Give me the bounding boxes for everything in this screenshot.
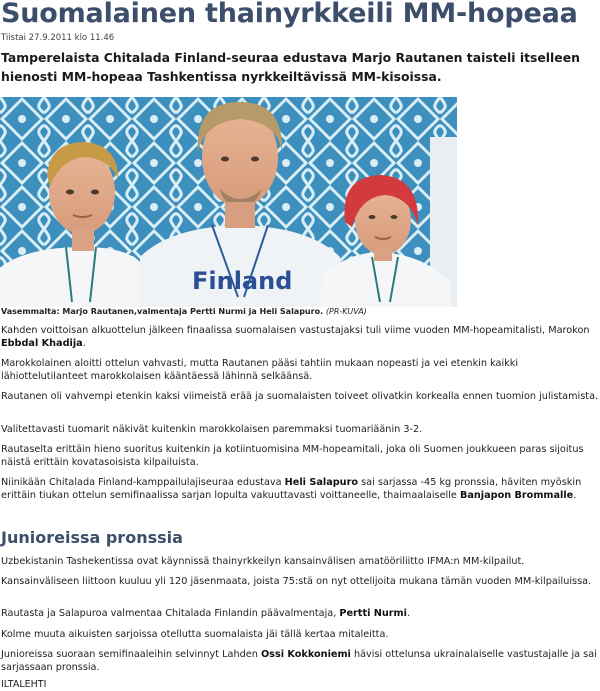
paragraph-1: Kahden voittoisan alkuottelun jälkeen finaalissa suomalaisen vastustajaksi tuli viime vuoden MM-hopeamitalisti, Marokon Ebbdal Khadija. — [1, 325, 590, 350]
paragraph-2: Marokkolainen aloitti ottelun vahvasti, mutta Rautanen pääsi tahtiin mukaan nopeasti ja vei etenkin kaikki lähiottelutilanteet marokkolaisen kääntäessä lähinnä selkäänsä. — [1, 358, 519, 383]
paragraph-9: Rautasta ja Salapuroa valmentaa Chitalada Finlandin päävalmentaja, Pertti Nurmi. — [1, 608, 411, 619]
paragraph-8: Kansainväliseen liittoon kuuluu yli 120 jäsenmaata, joista 75:stä on nyt ottelijoita mukana tämän vuoden MM-kilpailuissa. — [1, 576, 592, 587]
article-title: Suomalainen thainyrkkeili MM-hopeaa — [1, 0, 578, 29]
paragraph-6: Niinikään Chitalada Finland-kamppailulajiseuraa edustava Heli Salapuro sai sarjassa -45 kg pronssia, häviten myöskin erittäin tiukan ottelun semifinaalissa sarjan lopulta vakuuttavasti voittaneelle, thaimaalaiselle Banjapon Brommalle. — [1, 477, 582, 502]
photo-caption — [1, 307, 591, 316]
article-source: ILTALEHTI — [1, 679, 47, 690]
paragraph-4: Valitettavasti tuomarit näkivät kuitenkin marokkolaisen paremmaksi tuomariäänin 3-2. — [1, 424, 423, 435]
article-photo — [0, 97, 457, 307]
paragraph-10: Kolme muuta aikuisten sarjoissa otellutta suomalaista jäi tällä kertaa mitaleitta. — [1, 629, 389, 640]
article-dateline: Tiistai 27.9.2011 klo 11.46 — [1, 33, 115, 43]
paragraph-3: Rautanen oli vahvempi etenkin kaksi viimeistä erää ja suomalaisten toiveet olivatkin korkealla ennen tuomion julistamista. — [1, 391, 599, 402]
photo-credit: (PR-KUVA) — [325, 307, 367, 316]
finland-shirt-text: Finland — [192, 267, 293, 295]
subheading: Junioreissa pronssia — [1, 528, 183, 547]
paragraph-5: Rautaselta erittäin hieno suoritus kuitenkin ja kotiintuomisina MM-hopeamitali, joka oli Suomen joukkueen paras sijoitus näistä erittäin kovatasoisista kilpailuista. — [1, 444, 584, 469]
paragraph-11: Junioreissa suoraan semifinaaleihin selvinnyt Lahden Ossi Kokkoniemi hävisi ottelunsa ukrainalaiselle vastustajalle ja sai sarjassaan pronssia. — [1, 649, 597, 674]
article-lead: Tamperelaista Chitalada Finland-seuraa edustava Marjo Rautanen taisteli itselleen hienosti MM-hopeaa Tashkentissa nyrkkeiltävissä MM-kisoissa. — [1, 50, 580, 84]
paragraph-7: Uzbekistanin Tashekentissa ovat käynnissä thainyrkkeilyn kansainvälisen amatööriliitto IFMA:n MM-kilpailut. — [1, 556, 525, 567]
photo-caption-text: Vasemmalta: Marjo Rautanen,valmentaja Pertti Nurmi ja Heli Salapuro. — [1, 307, 324, 316]
